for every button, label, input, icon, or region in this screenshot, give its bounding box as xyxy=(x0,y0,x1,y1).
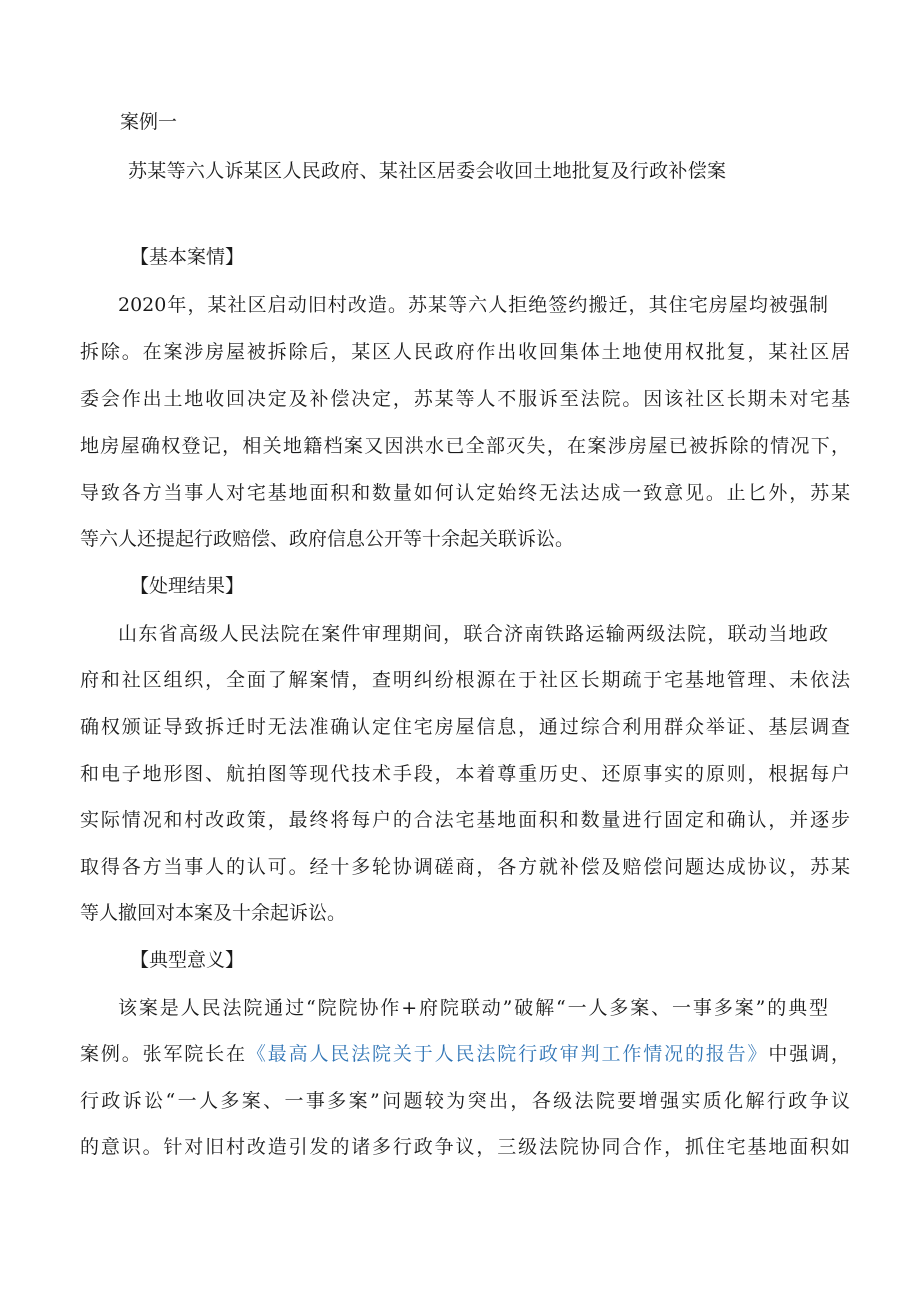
case-label: 案例一 xyxy=(120,111,178,133)
significance-line: 的意识。针对旧村改造引发的诸多行政争议，三级法院协同合作，抓住宅基地面积如 xyxy=(80,1136,850,1158)
significance-text: 中强调， xyxy=(768,1043,850,1065)
result-line: 山东省高级人民法院在案件审理期间，联合济南铁路运输两级法院，联动当地政 xyxy=(118,623,828,645)
basic-facts-line: 委会作出土地收回决定及补偿决定，苏某等人不服诉至法院。因该社区长期未对宅基 xyxy=(80,388,850,410)
significance-heading: 【典型意义】 xyxy=(130,949,245,971)
result-line: 确权颁证导致拆迁时无法准确认定住宅房屋信息，通过综合利用群众举证、基层调查 xyxy=(80,716,850,738)
significance-line: 该案是人民法院通过“院院协作+府院联动”破解“一人多案、一事多案”的典型 xyxy=(118,997,828,1019)
result-line: 实际情况和村改政策，最终将每户的合法宅基地面积和数量进行固定和确认，并逐步 xyxy=(80,809,850,831)
significance-text: 案例。张军院长在 xyxy=(80,1043,247,1065)
basic-facts-heading: 【基本案情】 xyxy=(130,246,245,268)
result-heading: 【处理结果】 xyxy=(130,575,245,597)
basic-facts-line: 导致各方当事人对宅基地面积和数量如何认定始终无法达成一致意见。止匕外，苏某 xyxy=(80,482,850,504)
basic-facts-line: 等六人还提起行政赔偿、政府信息公开等十余起关联诉讼。 xyxy=(80,528,575,550)
result-line: 等人撤回对本案及十余起诉讼。 xyxy=(80,902,347,924)
result-line: 和电子地形图、航拍图等现代技术手段，本着尊重历史、还原事实的原则，根据每户 xyxy=(80,763,850,785)
basic-facts-line: 拆除。在案涉房屋被拆除后，某区人民政府作出收回集体土地使用权批复，某社区居 xyxy=(80,341,850,363)
case-title: 苏某等六人诉某区人民政府、某社区居委会收回土地批复及行政补偿案 xyxy=(128,160,727,182)
result-line: 取得各方当事人的认可。经十多轮协调磋商，各方就补偿及赔偿问题达成协议，苏某 xyxy=(80,856,850,878)
basic-facts-line: 地房屋确权登记，相关地籍档案又因洪水已全部灭失，在案涉房屋已被拆除的情况下， xyxy=(80,435,850,457)
significance-line: 行政诉讼“一人多案、一事多案”问题较为突出，各级法院要增强实质化解行政争议 xyxy=(80,1090,850,1112)
basic-facts-line: 2020年，某社区启动旧村改造。苏某等六人拒绝签约搬迁，其住宅房屋均被强制 xyxy=(118,294,828,316)
significance-line-with-link xyxy=(80,1040,850,1068)
report-link[interactable]: 《最高人民法院关于人民法院行政审判工作情况的报告》 xyxy=(246,1043,769,1065)
result-line: 府和社区组织，全面了解案情，查明纠纷根源在于社区长期疏于宅基地管理、未依法 xyxy=(80,669,850,691)
